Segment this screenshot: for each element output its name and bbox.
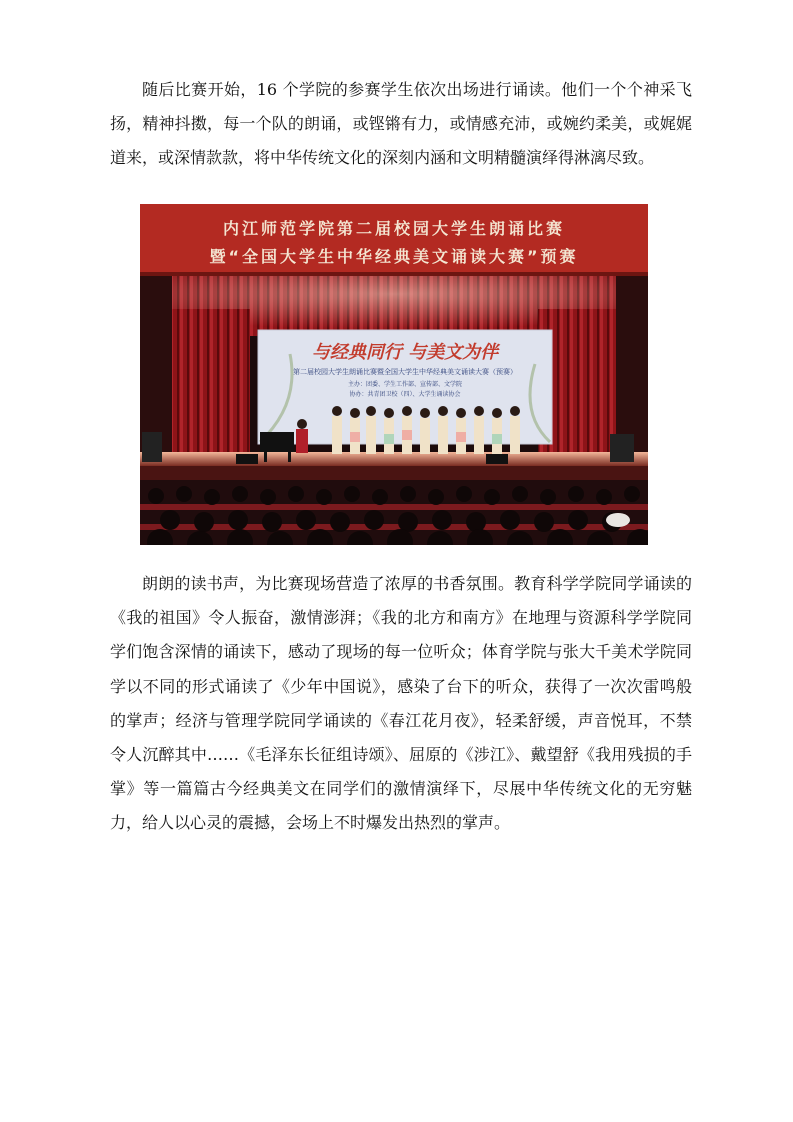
backdrop-coorganizers: 协办：共青团卫校（四）、大学生诵读协会 (349, 391, 461, 398)
banner-line2: 暨“全国大学生中华经典美文诵读大赛”预赛 (209, 247, 579, 266)
paragraph-intro: 随后比赛开始，16 个学院的参赛学生依次出场进行诵读。他们一个个神采飞扬，精神抖擞，每一个队的朗诵，或铿锵有力，或情感充沛，或婉约柔美，或娓娓道来，或深情款款，将中华传统文化的深刻内涵和文明精髓演绎得淋漓尽致。 (110, 80, 692, 168)
backdrop-title: 与经典同行 与美文为伴 (311, 342, 499, 363)
audience (140, 480, 648, 545)
paragraph-performances: 朗朗的读书声，为比赛现场营造了浓厚的书香氛围。教育科学学院同学诵读的《我的祖国》令人振奋，激情澎湃；《我的北方和南方》在地理与资源科学学院同学们饱含深情的诵读下，感动了现场的每一位听众；体育学院与张大千美术学院同学以不同的形式诵读了《少年中国说》，感染了台下的听众，获得了一次次雷鸣般的掌声；经济与管理学院同学诵读的《春江花月夜》，轻柔舒缓，声音悦耳，不禁令人沉醉其中……《毛泽东长征组诗颂》、屈原的《涉江》、戴望舒《我用残损的手掌》等一篇篇古今经典美文在同学们的激情演绎下，尽展中华传统文化的无穷魅力，给人以心灵的震撼，会场上不时爆发出热烈的掌声。 (110, 574, 692, 833)
event-photo (140, 204, 648, 545)
backdrop-subtitle: 第二届校园大学生朗诵比赛暨全国大学生中华经典美文诵读大赛（预赛） (293, 368, 517, 376)
banner-line1: 内江师范学院第二届校园大学生朗诵比赛 (222, 219, 566, 238)
backdrop-organizers: 主办：团委、学生工作部、宣传部、文学院 (347, 381, 463, 388)
